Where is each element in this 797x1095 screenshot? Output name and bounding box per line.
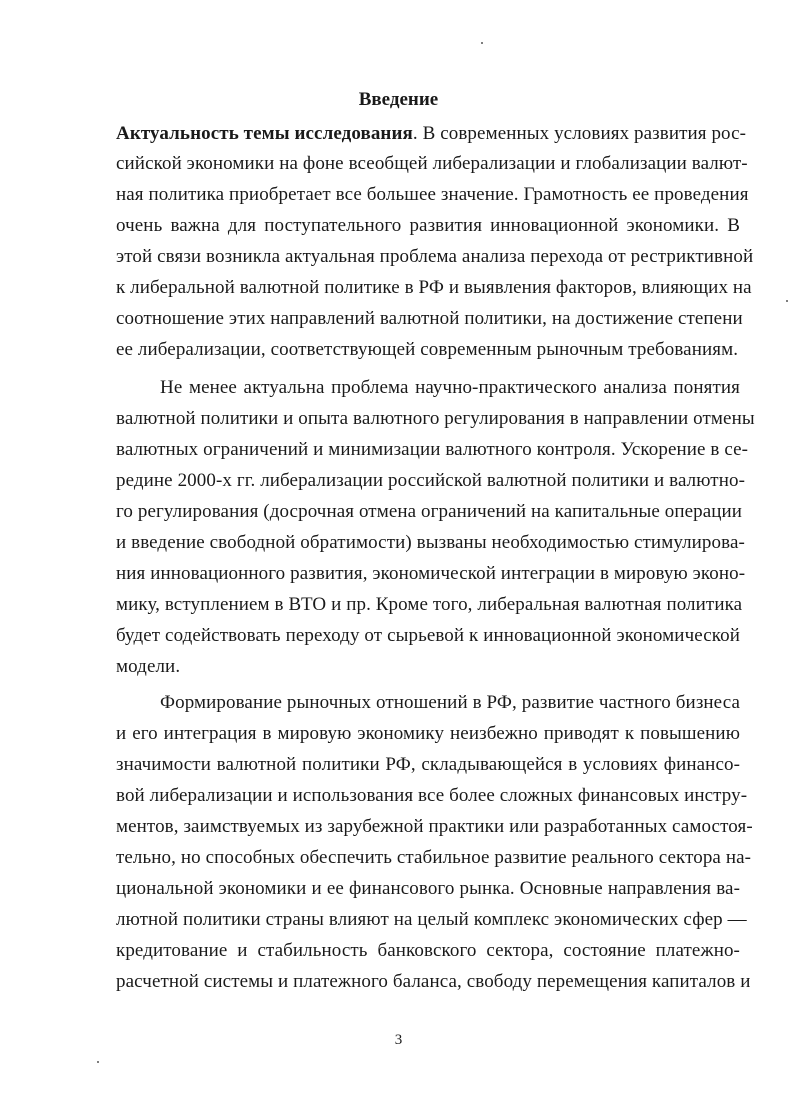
text-line: валютных ограничений и минимизации валютного контроля. Ускорение в се- (116, 439, 749, 460)
bold-lead-phrase: Актуальность темы исследования (116, 123, 413, 144)
text-line: редине 2000-х гг. либерализации российской валютной политики и валютно- (116, 470, 746, 491)
page-number: 3 (394, 1032, 403, 1048)
text-line: соотношение этих направлений валютной политики, на достижение степени (116, 308, 743, 329)
text-line: Не менее актуальна проблема научно-практического анализа понятия (160, 377, 740, 398)
text-line: ная политика приобретает все большее значение. Грамотность ее проведения (116, 184, 749, 205)
scan-speck (97, 1061, 99, 1063)
text-line: к либеральной валютной политике в РФ и выявления факторов, влияющих на (116, 277, 752, 298)
text-line: сийской экономики на фоне всеобщей либерализации и глобализации валют- (116, 153, 748, 174)
text-line: и его интеграция в мировую экономику неизбежно приводят к повышению (116, 723, 740, 744)
text-line: го регулирования (досрочная отмена ограничений на капитальные операции (116, 501, 743, 522)
text-run: . В современных условиях развития рос- (412, 123, 747, 144)
text-line: ния инновационного развития, экономической интеграции в мировую эконо- (116, 563, 746, 584)
text-line (116, 119, 747, 149)
text-line: будет содействовать переходу от сырьевой к инновационной экономической (116, 625, 740, 646)
text-line: тельно, но способных обеспечить стабильное развитие реального сектора на- (116, 847, 752, 868)
text-line: мику, вступлением в ВТО и пр. Кроме того, либеральная валютная политика (116, 594, 743, 615)
scan-speck (786, 300, 788, 302)
text-line: ее либерализации, соответствующей современным рыночным требованиям. (116, 339, 739, 360)
text-line: и введение свободной обратимости) вызваны необходимостью стимулирова- (116, 532, 745, 553)
text-line: вой либерализации и использования все более сложных финансовых инстру- (116, 785, 748, 806)
text-line: ментов, заимствуемых из зарубежной практики или разработанных самостоя- (116, 816, 753, 837)
scan-speck (481, 42, 483, 44)
text-line: Формирование рыночных отношений в РФ, развитие частного бизнеса (160, 692, 740, 713)
section-heading: Введение (358, 89, 439, 110)
text-line: валютной политики и опыта валютного регулирования в направлении отмены (116, 408, 755, 429)
text-line: очень важна для поступательного развития инновационной экономики. В (116, 215, 740, 236)
text-line: значимости валютной политики РФ, складывающейся в условиях финансо- (116, 754, 740, 775)
text-line: расчетной системы и платежного баланса, свободу перемещения капиталов и (116, 971, 751, 992)
text-line: этой связи возникла актуальная проблема анализа перехода от рестриктивной (116, 246, 754, 267)
text-line: кредитование и стабильность банковского сектора, состояние платежно- (116, 940, 740, 961)
text-line: лютной политики страны влияют на целый комплекс экономических сфер — (116, 909, 747, 930)
text-line: модели. (116, 656, 181, 677)
text-line: циональной экономики и ее финансового рынка. Основные направления ва- (116, 878, 740, 899)
